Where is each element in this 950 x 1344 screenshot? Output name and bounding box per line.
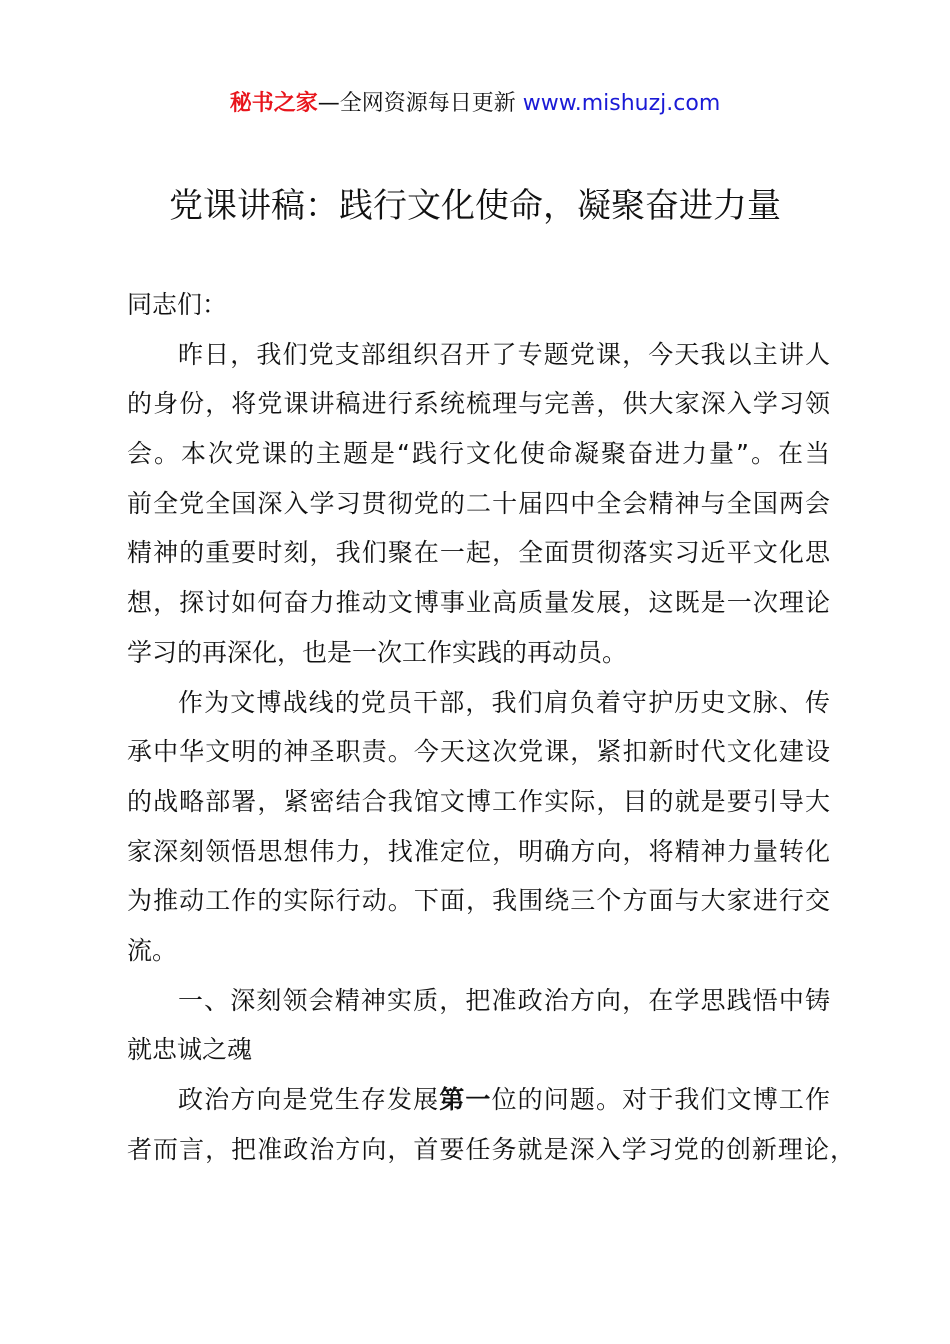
brand-name: 秘书之家 (229, 91, 318, 116)
text-line: 学习的再深化，也是一次工作实践的再动员。 (127, 637, 628, 667)
text-line: 精神的重要时刻，我们聚在一起，全面贯彻落实习近平文化思 (127, 538, 830, 568)
paragraph-intro (127, 330, 830, 678)
heading-line: 就忠诚之魂 (127, 1035, 253, 1065)
text-segment: 位的问题。对于我们文博工作 (491, 1085, 830, 1114)
document-title: 党课讲稿：践行文化使命，凝聚奋进力量 (169, 186, 781, 226)
text-segment: 政治方向是党生存发展 (178, 1085, 440, 1114)
paragraph-purpose (127, 678, 830, 976)
text-line: 者而言，把准政治方向，首要任务就是深入学习党的创新理论， (127, 1134, 855, 1164)
paragraph-political-direction (127, 1075, 855, 1174)
text-line: 的战略部署，紧密结合我馆文博工作实际，目的就是要引导大 (127, 786, 830, 816)
section-heading-1 (127, 976, 830, 1075)
text-line (127, 1075, 830, 1125)
text-line: 家深刻领悟思想伟力，找准定位，明确方向，将精神力量转化 (127, 836, 830, 866)
greeting: 同志们： (127, 290, 228, 319)
text-line: 的身份，将党课讲稿进行系统梳理与完善，供大家深入学习领 (127, 389, 830, 419)
text-line: 昨日，我们党支部组织召开了专题党课，今天我以主讲人 (178, 339, 830, 369)
text-line: 承中华文明的神圣职责。今天这次党课，紧扣新时代文化建设 (127, 737, 830, 767)
heading-line: 一、深刻领会精神实质，把准政治方向，在学思践悟中铸 (178, 985, 830, 1015)
text-line: 为推动工作的实际行动。下面，我围绕三个方面与大家进行交 (127, 886, 830, 916)
bold-text: 第一 (439, 1085, 492, 1114)
text-line: 前全党全国深入学习贯彻党的二十届四中全会精神与全国两会 (127, 488, 830, 518)
document-body (127, 280, 855, 1174)
text-line: 流。 (127, 935, 178, 965)
header-slogan: —全网资源每日更新 (317, 91, 516, 116)
site-url-link[interactable]: www.mishuzj.com (522, 91, 721, 116)
text-line: 作为文博战线的党员干部，我们肩负着守护历史文脉、传 (178, 687, 830, 717)
site-header (0, 88, 950, 120)
text-line: 想，探讨如何奋力推动文博事业高质量发展，这既是一次理论 (127, 588, 830, 618)
text-line: 会。本次党课的主题是“践行文化使命凝聚奋进力量”。在当 (127, 439, 830, 469)
